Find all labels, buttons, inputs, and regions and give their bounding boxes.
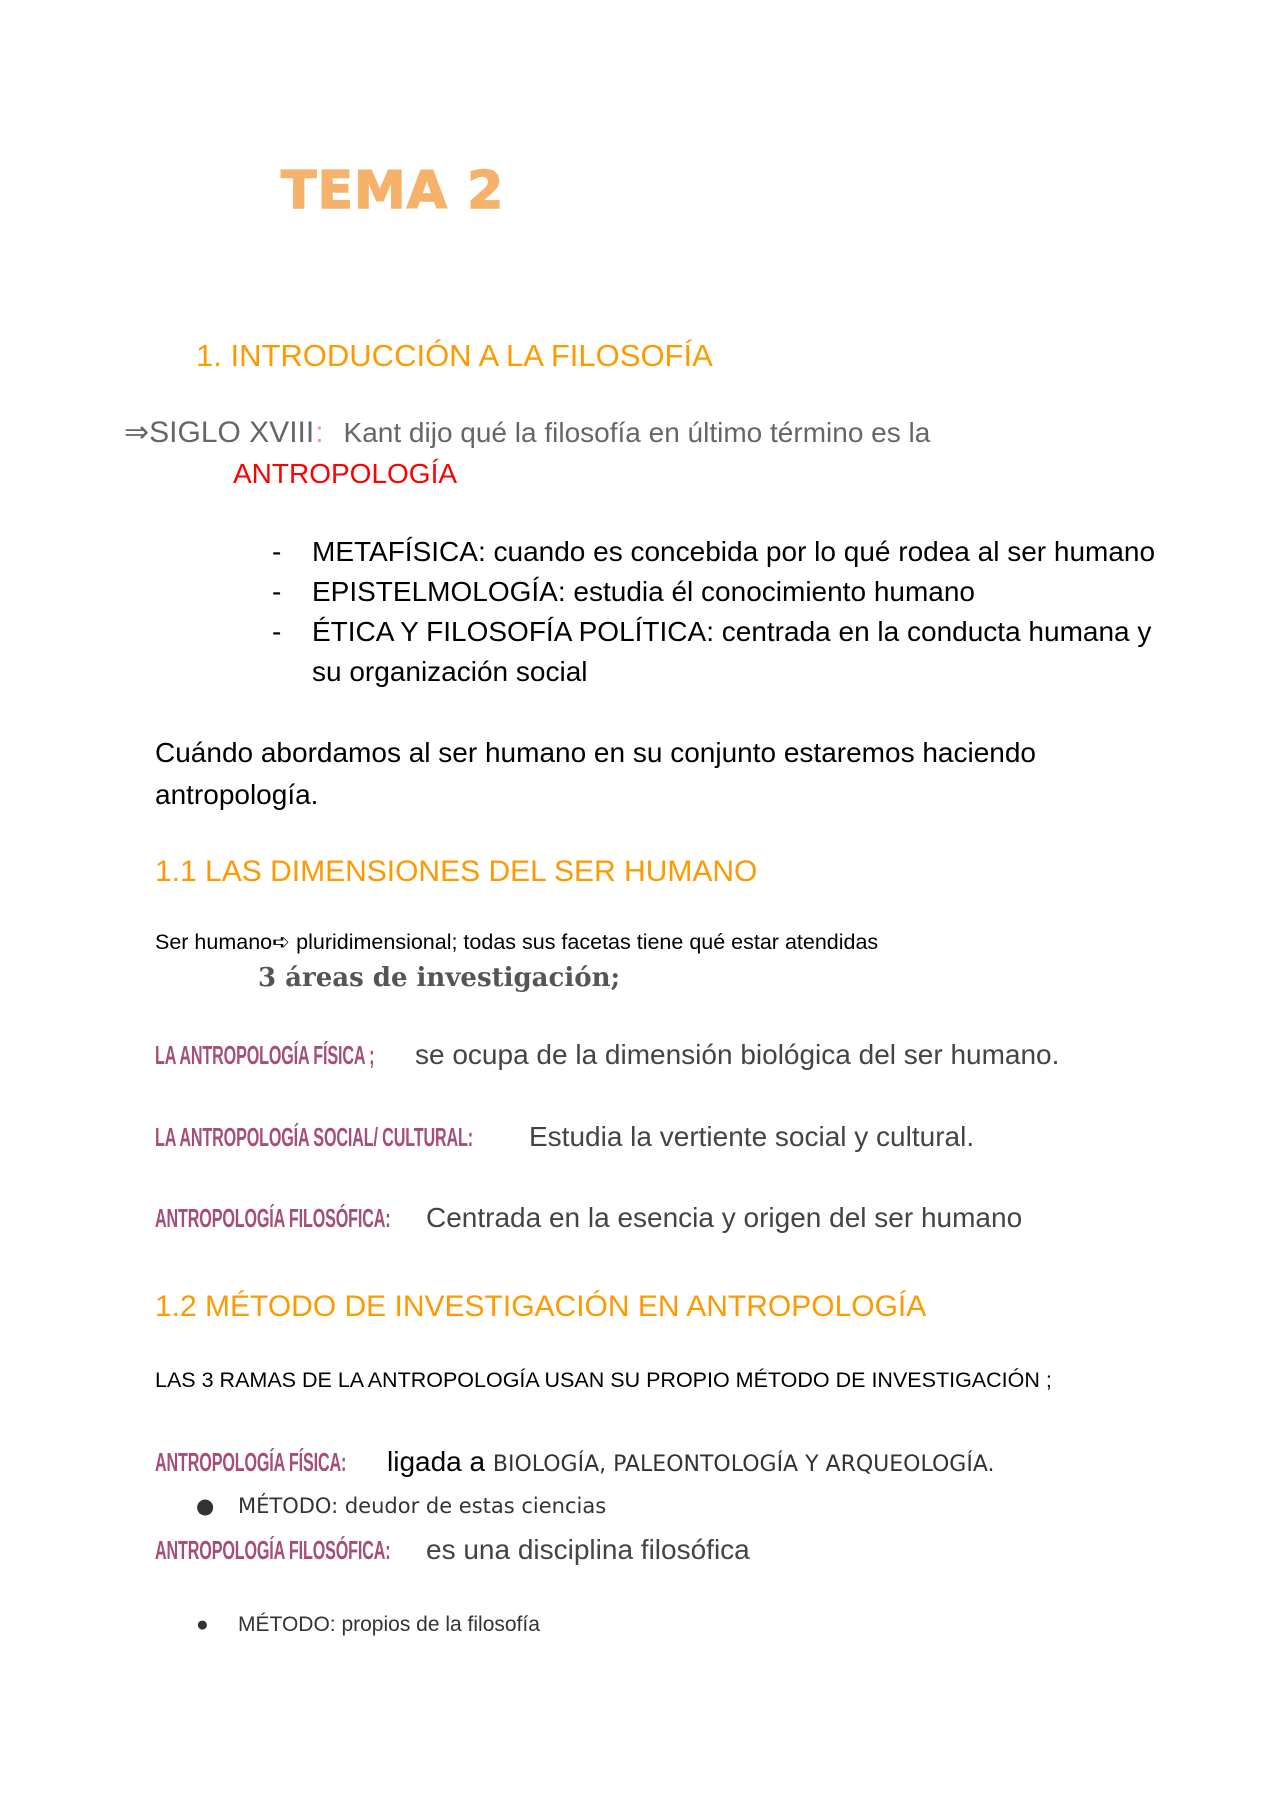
ser-humano-label: Ser humano [155,930,273,954]
section-1-heading: 1. INTRODUCCIÓN A LA FILOSOFÍA [196,338,713,373]
ser-humano-line [155,930,878,955]
list-item-label: EPISTELMOLOGÍA [312,576,558,607]
list-item [272,612,1155,652]
area-item [155,1202,1022,1234]
siglo-label: SIGLO XVIII [149,416,315,449]
area-label: ANTROPOLOGÍA FILOSÓFICA: [155,1203,391,1233]
list-item-text: : centrada en la conducta humana y [706,616,1152,647]
list-item-label: METAFÍSICA [312,536,478,567]
dash-bullet: - [272,576,282,607]
area-label: LA ANTROPOLOGÍA FÍSICA ; [155,1040,375,1070]
list-item-text: : estudia él conocimiento humano [557,576,976,607]
filosofica-label: ANTROPOLOGÍA FILOSÓFICA: [155,1535,391,1565]
list-item-text: : cuando es concebida por lo qué rodea al ser humano [477,536,1156,567]
intro-paragraph [155,732,1036,816]
area-item [155,1121,974,1153]
list-item [272,572,1155,612]
list-item [272,532,1155,572]
siglo-colon: : [315,416,324,449]
double-arrow-icon: ⇒ [124,416,150,449]
list-item-continuation [272,652,1155,692]
fisica-line [155,1446,994,1478]
area-text: Estudia la vertiente social y cultural. [529,1121,975,1152]
page-title: TEMA 2 [281,161,505,221]
arrow-icon: ➪ [272,930,291,954]
ramas-line: LAS 3 RAMAS DE LA ANTROPOLOGÍA USAN SU PROPIO MÉTODO DE INVESTIGACIÓN ; [155,1368,1052,1392]
area-label: LA ANTROPOLOGÍA SOCIAL/ CULTURAL: [155,1122,473,1152]
antropologia-highlight: ANTROPOLOGÍA [233,458,458,489]
pluri-text: pluridimensional; todas sus facetas tiene qué estar atendidas [290,930,879,954]
filosofica-line [155,1534,750,1566]
branches-list [272,532,1155,692]
section-1-2-heading: 1.2 MÉTODO DE INVESTIGACIÓN EN ANTROPOLOGÍA [155,1290,927,1323]
paragraph-line: Cuándo abordamos al ser humano en su conjunto estaremos haciendo [155,737,1037,768]
bullet-dot-icon: ● [196,1613,209,1636]
siglo-line [124,415,930,450]
area-text: se ocupa de la dimensión biológica del ser humano. [415,1039,1060,1070]
dash-bullet: - [272,616,282,647]
fisica-sciences: BIOLOGÍA, PALEONTOLOGÍA Y ARQUEOLOGÍA. [492,1452,995,1477]
list-item-label: ÉTICA Y FILOSOFÍA POLÍTICA [312,616,707,647]
bullet-dot-icon: ● [196,1494,215,1518]
area-item [155,1039,1059,1071]
fisica-method: MÉTODO: deudor de estas ciencias [238,1494,607,1518]
filosofica-method-item [196,1613,540,1637]
filosofica-text: es una disciplina filosófica [426,1534,750,1565]
fisica-ligada: ligada a [387,1446,486,1477]
dash-bullet: - [272,536,282,567]
kant-text: Kant dijo qué la filosofía en último término es la [343,417,931,448]
filosofica-method: MÉTODO: propios de la filosofía [238,1613,540,1636]
section-1-1-heading: 1.1 LAS DIMENSIONES DEL SER HUMANO [155,855,758,888]
fisica-label: ANTROPOLOGÍA FÍSICA: [155,1447,347,1477]
areas-subtitle: 3 áreas de investigación; [258,963,621,993]
list-item-text: su organización social [312,656,588,687]
area-text: Centrada en la esencia y origen del ser humano [426,1202,1023,1233]
paragraph-line: antropología. [155,779,319,810]
fisica-method-item [196,1494,606,1518]
